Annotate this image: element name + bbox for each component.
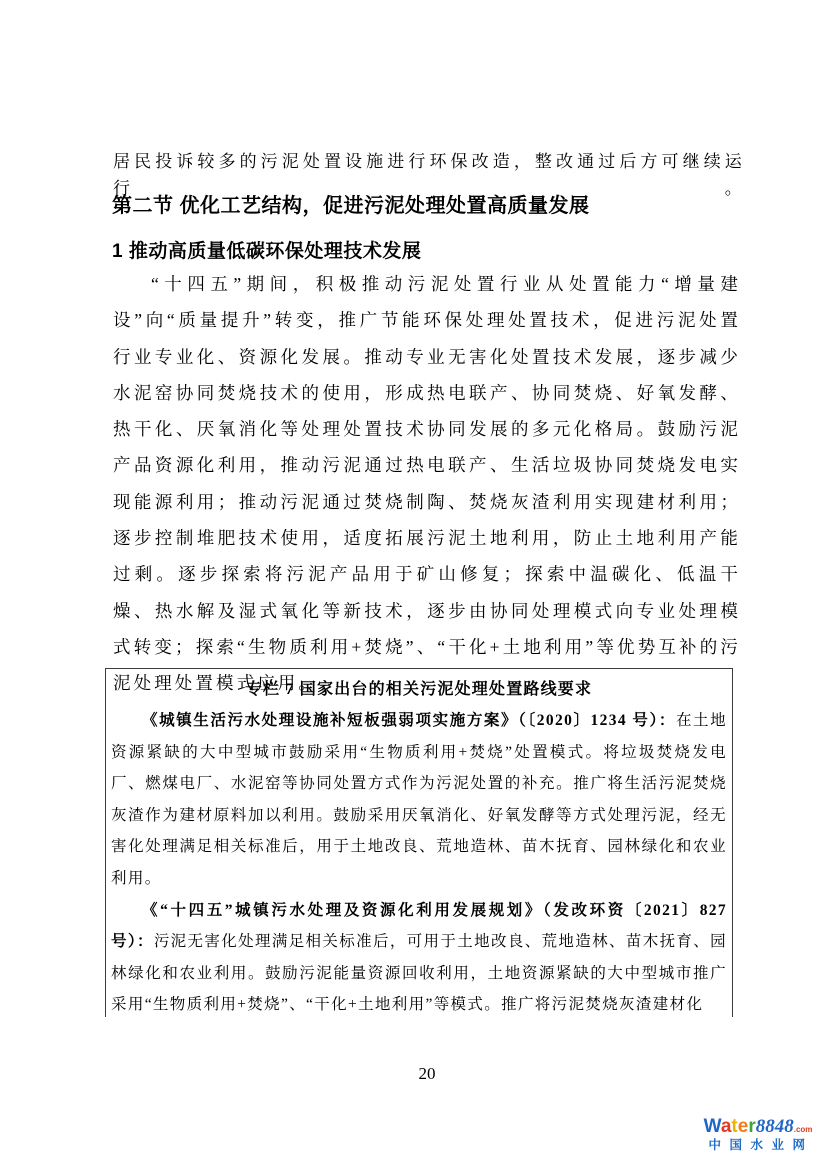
logo-letter-w: W — [703, 1116, 721, 1137]
callout-box-paragraph-2-lead: 《“十四五”城镇污水处理及资源化利用发展规划》（发改环资〔2021〕827 号）： — [111, 901, 727, 951]
callout-box-title: 专栏 7 国家出台的相关污泥处理处置路线要求 — [245, 681, 593, 698]
callout-box-paragraph-2 — [111, 895, 727, 1017]
logo-letter-t: t — [731, 1116, 738, 1137]
intro-paragraph: 居民投诉较多的污泥处置设施进行环保改造，整改通过后方可继续运行。 — [113, 152, 745, 198]
logo-letter-r: r — [748, 1116, 756, 1137]
logo-tld-com: .com — [793, 1125, 813, 1134]
callout-box-paragraph-1 — [111, 705, 727, 895]
page-number: 20 — [418, 1064, 436, 1083]
logo-letter-a: a — [720, 1116, 732, 1137]
callout-box-paragraph-2-body: 污泥无害化处理满足相关标准后，可用于土地改良、荒地造林、苗木抚育、园林绿化和农业利用。鼓励污泥能量资源回收利用，土地资源紧缺的大中型城市推广采用“生物质利用+焚烧”、“干化+土地利用”等模式。推广将污泥焚烧灰渣建材化 — [111, 933, 727, 1014]
sub-heading: 1 推动高质量低碳环保处理技术发展 — [112, 241, 422, 262]
callout-box — [105, 668, 733, 1017]
section-heading: 第二节 优化工艺结构，促进污泥处理处置高质量发展 — [112, 195, 590, 217]
callout-box-paragraph-1-lead: 《城镇生活污水处理设施补短板强弱项实施方案》（〔2020〕1234 号）： — [142, 712, 676, 729]
water8848-wordmark — [692, 1117, 824, 1136]
callout-box-paragraph-1-body: 在土地资源紧缺的大中型城市鼓励采用“生物质利用+焚烧”处置模式。将垃圾焚烧发电厂、燃煤电厂、水泥窑等协同处置方式作为污泥处置的补充。推广将生活污泥焚烧灰渣作为建材原料加以利用。鼓励采用厌氧消化、好氧发酵等方式处理污泥，经无害化处理满足相关标准后，用于土地改良、荒地造林、苗木抚育、园林绿化和农业利用。 — [111, 712, 727, 887]
water8848-logo — [692, 1117, 824, 1152]
logo-number-8848: 8848 — [755, 1116, 794, 1137]
logo-subtitle-cn: 中 国 水 业 网 — [708, 1138, 808, 1152]
logo-letter-e: e — [737, 1116, 749, 1137]
main-paragraph: “十四五”期间，积极推动污泥处置行业从处置能力“增量建设”向“质量提升”转变，推广节能环保处理处置技术，促进污泥处置行业专业化、资源化发展。推动专业无害化处置技术发展，逐步减少水泥窑协同焚烧技术的使用，形成热电联产、协同焚烧、好氧发酵、热干化、厌氧消化等处理处置技术协同发展的多元化格局。鼓励污泥产品资源化利用，推动污泥通过热电联产、生活垃圾协同焚烧发电实现能源利用；推动污泥通过焚烧制陶、焚烧灰渣利用实现建材利用；逐步控制堆肥技术使用，适度拓展污泥土地利用，防止土地利用产能过剩。逐步探索将污泥产品用于矿山修复；探索中温碳化、低温干燥、热水解及湿式氧化等新技术，逐步由协同处理模式向专业处理模式转变；探索“生物质利用+焚烧”、“干化+土地利用”等优势互补的污泥处理处置模式应用。 — [113, 274, 741, 694]
